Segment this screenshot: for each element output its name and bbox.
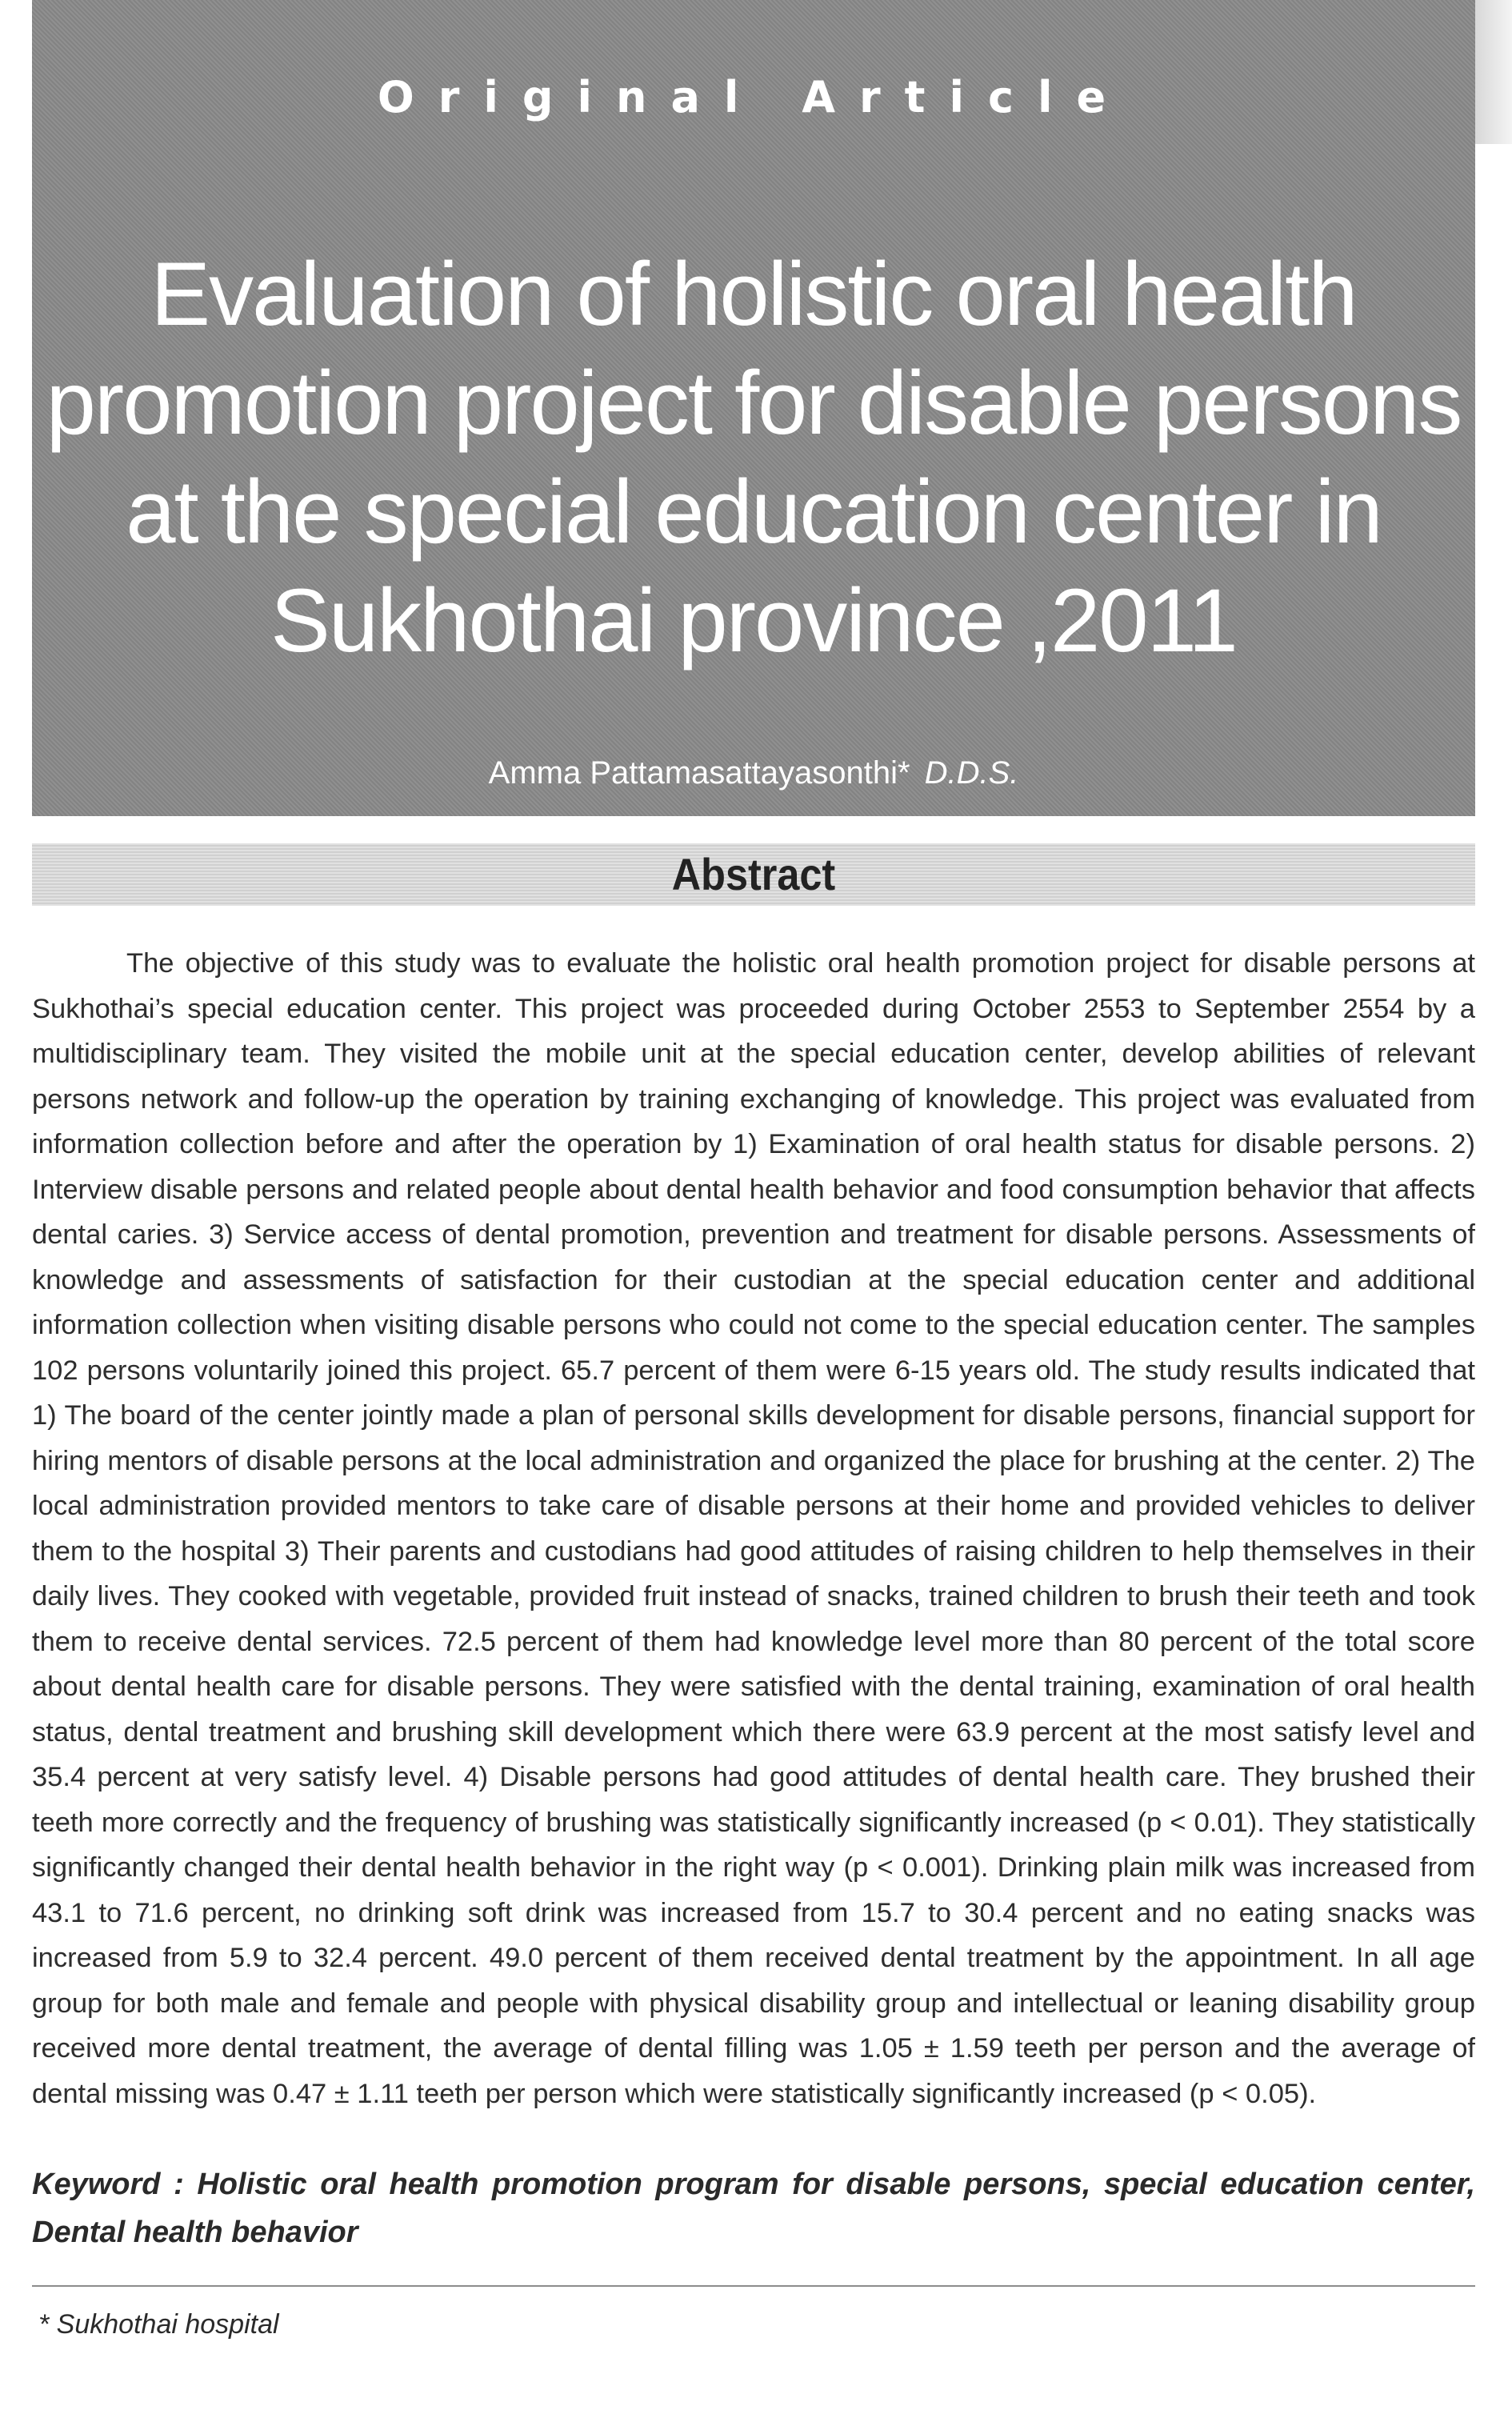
footnote: * Sukhothai hospital bbox=[38, 2309, 279, 2340]
abstract-body: The objective of this study was to evaluate the holistic oral health promotion project for disable persons at Sukhothai’s special education center. This project was proceeded during October 2553 to September 2554 by a multidisciplinary team. They visited the mobile unit at the special education center, develop abilities of relevant persons network and follow-up the operation by training exchanging of knowledge. This project was evaluated from information collection before and after the operation by 1) Examination of oral health status for disable persons. 2) Interview disable persons and related people about dental health behavior and food consumption behavior that affects dental caries. 3) Service access of dental promotion, prevention and treatment for disable persons. Assessments of knowledge and assessments of satisfaction for their custodian at the special education center and additional information collection when visiting disable persons who could not come to the special education center. The samples 102 persons voluntarily joined this project. 65.7 percent of them were 6-15 years old. The study results indicated that 1) The board of the center jointly made a plan of personal skills development for disable persons, financial support for hiring mentors of disable persons at the local administration and organized the place for brushing at the center. 2) The local administration provided mentors to take care of disable persons at their home and provided vehicles to deliver them to the hospital 3) Their parents and custodians had good attitudes of raising children to help themselves in their daily lives. They cooked with vegetable, provided fruit instead of snacks, trained children to brush their teeth and took them to receive dental services. 72.5 percent of them had knowledge level more than 80 percent of the total score about dental health care for disable persons. They were satisfied with the dental training, examination of oral health status, dental treatment and brushing skill development which there were 63.9 percent at the most satisfy level and 35.4 percent at very satisfy level. 4) Disable persons had good attitudes of dental health care. They brushed their teeth more correctly and the frequency of brushing was statistically significantly increased (p < 0.01). They statistically significantly changed their dental health behavior in the right way (p < 0.001). Drinking plain milk was increased from 43.1 to 71.6 percent, no drinking soft drink was increased from 15.7 to 30.4 percent and no eating snacks was increased from 5.9 to 32.4 percent. 49.0 percent of them received dental treatment by the appointment. In all age group for both male and female and people with physical disability group and intellectual or leaning disability group received more dental treatment, the average of dental filling was 1.05 ± 1.59 teeth per person and the average of dental missing was 0.47 ± 1.11 teeth per person which were statistically significantly increased (p < 0.05). bbox=[32, 948, 1475, 2109]
title-line: at the special education center in bbox=[126, 462, 1382, 562]
article-title bbox=[32, 240, 1475, 675]
title-line: promotion project for disable persons bbox=[46, 353, 1462, 453]
author-name: Amma Pattamasattayasonthi* bbox=[488, 755, 910, 791]
footnote-divider bbox=[32, 2285, 1475, 2287]
author-degree: D.D.S. bbox=[924, 755, 1019, 791]
abstract-heading: Abstract bbox=[671, 849, 836, 899]
title-line: Sukhothai province ,2011 bbox=[270, 570, 1237, 671]
keywords: Keyword : Holistic oral health promotion program for disable persons, special education center, Dental health behavior bbox=[32, 2168, 1475, 2249]
article-type-label: Original Article bbox=[377, 72, 1130, 122]
banner-shadow bbox=[1475, 0, 1512, 144]
abstract-heading-bar bbox=[32, 843, 1475, 906]
author-line bbox=[32, 755, 1475, 791]
title-line: Evaluation of holistic oral health bbox=[150, 244, 1357, 344]
